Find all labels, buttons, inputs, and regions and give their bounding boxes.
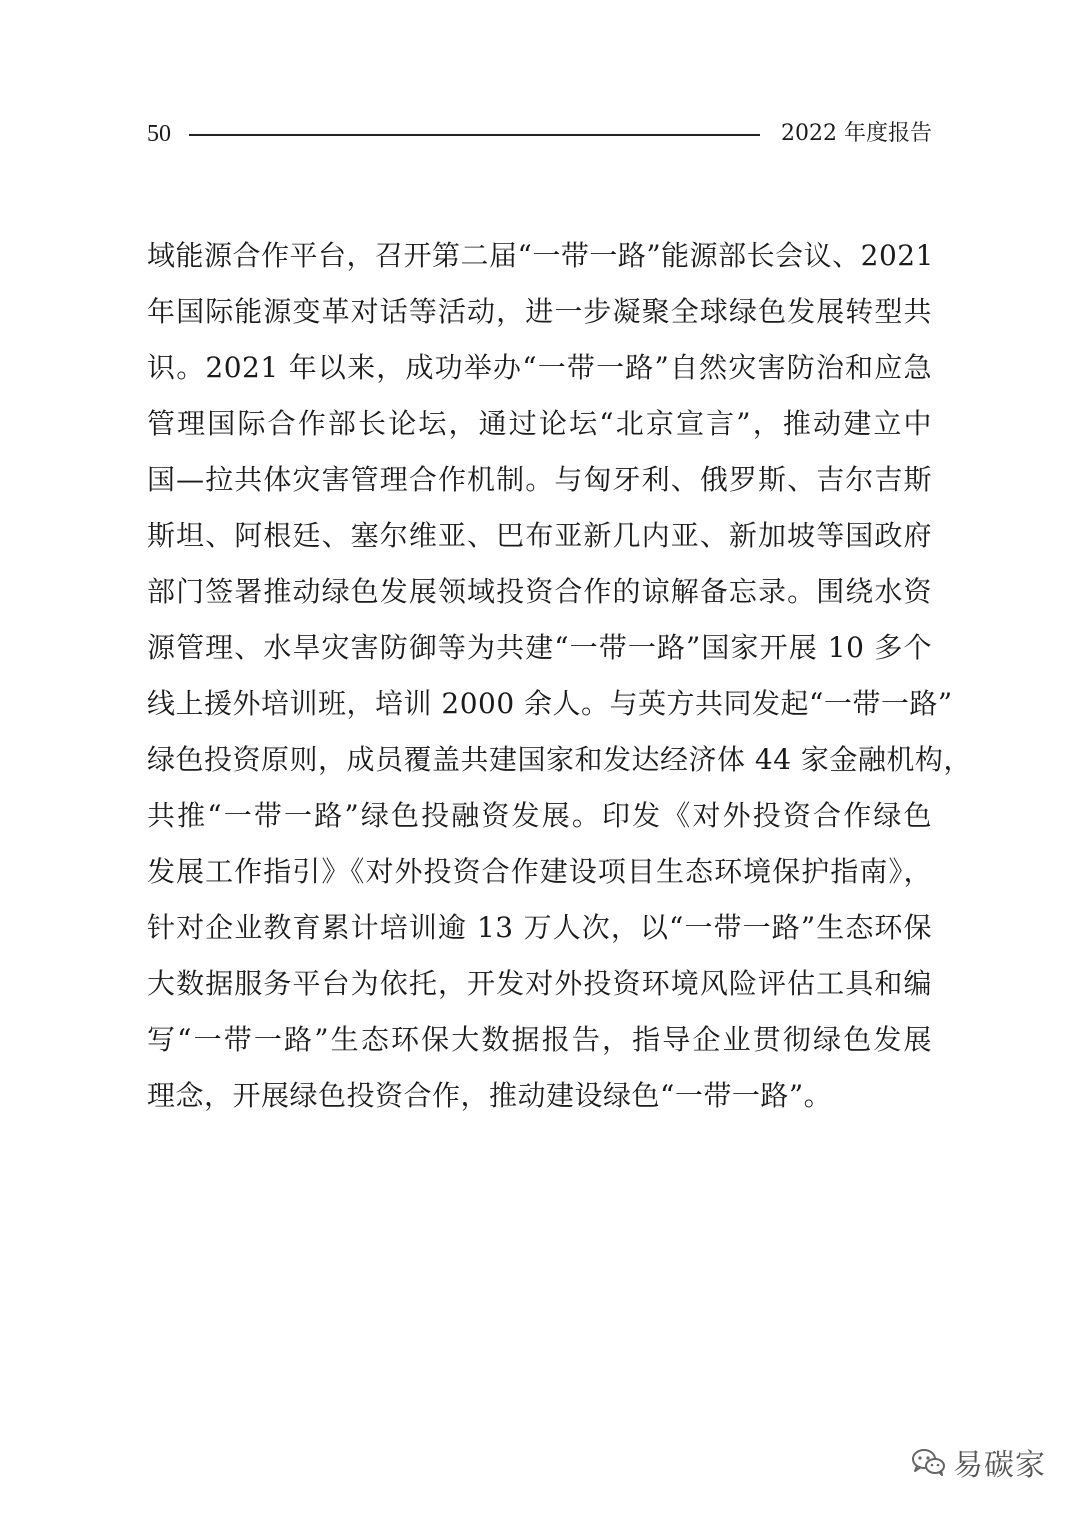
text-line: 部门签署推动绿色发展领域投资合作的谅解备忘录。围绕水资 [147,575,932,608]
text-line: 源管理、水旱灾害防御等为共建“一带一路”国家开展 10 多个 [147,631,932,664]
text-line: 大数据服务平台为依托，开发对外投资环境风险评估工具和编 [147,967,932,1000]
text-line: 理念，开展绿色投资合作，推动建设绿色“一带一路”。 [147,1079,833,1112]
body-paragraph [147,228,972,1124]
header-rule [189,134,760,136]
text-line: 国—拉共体灾害管理合作机制。与匈牙利、俄罗斯、吉尔吉斯 [147,463,932,496]
text-line: 绿色投资原则，成员覆盖共建国家和发达经济体 44 家金融机构， [147,743,972,776]
text-line: 发展工作指引》《对外投资合作建设项目生态环境保护指南》， [147,855,932,888]
text-line: 线上援外培训班，培训 2000 余人。与英方共同发起“一带一路” [147,687,953,720]
text-line: 针对企业教育累计培训逾 13 万人次，以“一带一路”生态环保 [147,911,932,944]
page-number: 50 [147,121,171,147]
text-line: 年国际能源变革对话等活动，进一步凝聚全球绿色发展转型共 [147,295,932,328]
watermark-text: 易碳家 [953,1448,1046,1483]
text-line: 斯坦、阿根廷、塞尔维亚、巴布亚新几内亚、新加坡等国政府 [147,519,932,552]
text-line: 识。2021 年以来，成功举办“一带一路”自然灾害防治和应急 [147,351,932,384]
wechat-icon [911,1448,945,1476]
text-line: 管理国际合作部长论坛，通过论坛“北京宣言”，推动建立中 [147,407,932,440]
watermark [911,1440,1046,1484]
text-line: 域能源合作平台，召开第二届“一带一路”能源部长会议、2021 [147,239,934,272]
text-line: 写“一带一路”生态环保大数据报告，指导企业贯彻绿色发展 [147,1023,932,1056]
report-title: 2022 年度报告 [781,121,932,146]
text-line: 共推“一带一路”绿色投融资发展。印发《对外投资合作绿色 [147,799,932,832]
page-header [147,118,932,150]
